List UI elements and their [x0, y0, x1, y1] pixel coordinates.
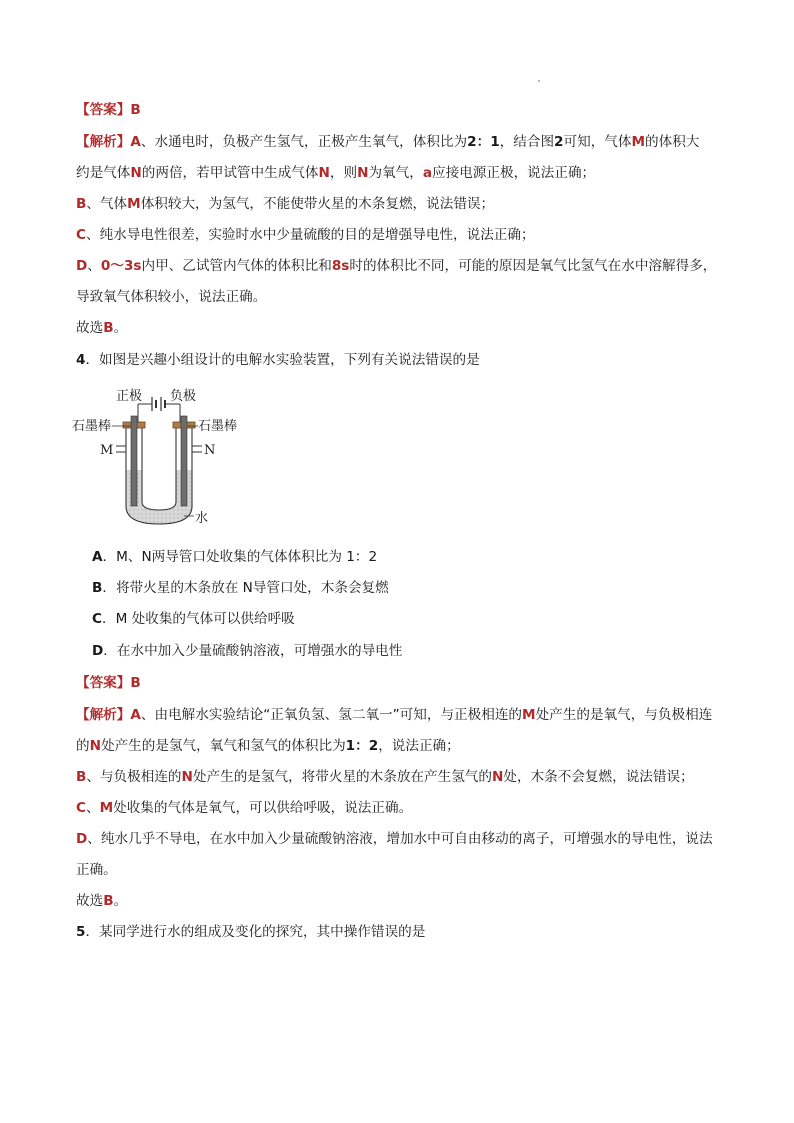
analysis-text: 处产生的是氧气，与负极相连 — [535, 707, 713, 723]
option-ref: C — [76, 800, 86, 816]
q4-conclusion — [76, 891, 736, 911]
q3-answer-line — [76, 100, 736, 120]
conclusion-text: 。 — [113, 893, 128, 909]
electrolysis-apparatus-figure — [72, 384, 262, 530]
graphite-label-left: 石墨棒 — [72, 419, 112, 434]
option-letter: C — [92, 611, 102, 627]
positive-label: 正极 — [116, 389, 143, 404]
question-number: 4 — [76, 352, 86, 368]
analysis-text: 体积较大，为氢气，不能使带火星的木条复燃，说法错误； — [140, 196, 495, 212]
option-ref: D — [76, 258, 88, 274]
option-letter: A — [92, 549, 103, 565]
analysis-text: 处产生的是氢气，氧气和氢气的体积比为 — [100, 738, 346, 754]
q4-analysis-line-1 — [76, 705, 736, 725]
conclusion-text: 故选 — [76, 320, 104, 336]
q3-analysis-line-4 — [76, 225, 736, 245]
conclusion-answer: B — [103, 893, 114, 909]
option-ref: A — [130, 134, 141, 150]
q3-analysis-line-6 — [76, 287, 736, 307]
answer-tag: 【答案】 — [76, 102, 131, 118]
q4-option-b — [92, 578, 752, 598]
q4-option-c — [92, 609, 752, 629]
analysis-text: 、气体 — [86, 196, 128, 212]
q4-analysis-line-6 — [76, 860, 736, 880]
graphite-label-right: 石墨棒 — [198, 419, 238, 434]
option-text: ．M、N两导管口处收集的气体体积比为 1：2 — [102, 549, 378, 565]
answer-tag: 【答案】 — [76, 675, 131, 691]
u-tube-inner — [142, 428, 176, 510]
gas-ref: N — [318, 165, 330, 181]
gas-ref: N — [357, 165, 369, 181]
analysis-text: ，则 — [329, 165, 358, 181]
analysis-text: 、纯水几乎不导电，在水中加入少量硫酸钠溶液，增加水中可自由移动的离子，可增强水的导电性，说法 — [87, 831, 713, 847]
time-ref: 0～3s — [100, 258, 142, 274]
label-n: N — [204, 443, 216, 458]
analysis-text: 处，木条不会复燃，说法错误； — [503, 769, 694, 785]
q4-answer-line — [76, 673, 736, 693]
label-water: 水 — [195, 511, 209, 526]
q4-analysis-line-4 — [76, 798, 736, 818]
q5-stem — [76, 922, 736, 942]
analysis-text: 、与负极相连的 — [86, 769, 182, 785]
q4-option-d — [92, 641, 752, 661]
option-ref: A — [130, 707, 141, 723]
q4-analysis-line-2 — [76, 736, 736, 756]
gas-ref: M — [99, 800, 114, 816]
graphite-rod-left — [131, 416, 137, 506]
time-ref: 8s — [331, 258, 350, 274]
option-ref: D — [76, 831, 88, 847]
conclusion-answer: B — [103, 320, 114, 336]
analysis-text: 的体积大 — [645, 134, 700, 150]
gas-ref: N — [130, 165, 142, 181]
analysis-text: 可知，气体 — [563, 134, 632, 150]
gas-ref: M — [127, 196, 141, 212]
question-stem: ．某同学进行水的组成及变化的探究，其中操作错误的是 — [85, 924, 426, 940]
analysis-text: 、由电解水实验结论“正氧负氢、氢二氧一”可知，与正极相连的 — [140, 707, 523, 723]
gas-ref: M — [631, 134, 646, 150]
analysis-ratio: 2：1 — [467, 134, 500, 150]
q3-analysis-line-3 — [76, 194, 736, 214]
analysis-text: ，说法正确； — [378, 738, 460, 754]
scan-dot — [538, 80, 540, 82]
graphite-rod-right — [181, 416, 187, 506]
gas-ref: N — [89, 738, 101, 754]
analysis-text: 、 — [87, 258, 101, 274]
analysis-figure-ref: 2 — [554, 134, 564, 150]
analysis-text: 、纯水导电性很差，实验时水中少量硫酸的目的是增强导电性，说法正确； — [85, 227, 535, 243]
analysis-text: 、 — [85, 800, 100, 816]
analysis-text: 约是气体 — [76, 165, 131, 181]
q4-stem — [76, 350, 736, 370]
option-ref: C — [76, 227, 86, 243]
analysis-tag: 【解析】 — [76, 134, 131, 150]
analysis-text: 处收集的气体是氧气，可以供给呼吸，说法正确。 — [113, 800, 413, 816]
answer-value: B — [130, 102, 141, 118]
q3-analysis-line-5 — [76, 256, 736, 276]
q4-analysis-line-5 — [76, 829, 736, 849]
gas-ref: M — [522, 707, 536, 723]
q3-analysis-line-1 — [76, 132, 736, 152]
analysis-text: 内甲、乙试管内气体的体积比和 — [141, 258, 332, 274]
option-text: ．M 处收集的气体可以供给呼吸 — [101, 611, 295, 627]
electrode-ref: a — [422, 165, 433, 181]
electrolysis-diagram — [72, 384, 262, 530]
label-m: M — [100, 443, 114, 458]
analysis-text: 、水通电时，负极产生氢气，正极产生氧气，体积比为 — [140, 134, 468, 150]
q3-analysis-line-2 — [76, 163, 736, 183]
negative-label: 负极 — [170, 389, 197, 404]
gas-ref: N — [181, 769, 193, 785]
analysis-text: 的 — [76, 738, 90, 754]
analysis-tag: 【解析】 — [76, 707, 131, 723]
analysis-text: 的两倍，若甲试管中生成气体 — [141, 165, 319, 181]
q4-analysis-line-3 — [76, 767, 736, 787]
analysis-text: 应接电源正极，说法正确； — [432, 165, 596, 181]
option-letter: B — [92, 580, 103, 596]
analysis-text: ，结合图 — [499, 134, 555, 150]
option-letter: D — [92, 643, 104, 659]
conclusion-text: 故选 — [76, 893, 104, 909]
answer-value: B — [130, 675, 141, 691]
option-ref: B — [76, 769, 87, 785]
analysis-text: 时的体积比不同，可能的原因是氧气比氢气在水中溶解得多， — [349, 258, 717, 274]
analysis-text: 处产生的是氢气，将带火星的木条放在产生氢气的 — [192, 769, 492, 785]
analysis-text: 为氧气， — [368, 165, 423, 181]
conclusion-text: 。 — [113, 320, 128, 336]
option-text: ．在水中加入少量硫酸钠溶液，可增强水的导电性 — [103, 643, 403, 659]
q3-conclusion — [76, 318, 736, 338]
question-number: 5 — [76, 924, 86, 940]
analysis-text: 导致氧气体积较小，说法正确。 — [76, 289, 267, 305]
question-stem: ．如图是兴趣小组设计的电解水实验装置，下列有关说法错误的是 — [85, 352, 480, 368]
analysis-ratio: 1：2 — [345, 738, 379, 754]
option-ref: B — [76, 196, 87, 212]
gas-ref: N — [491, 769, 504, 785]
analysis-text: 正确。 — [76, 862, 117, 878]
q4-option-a — [92, 547, 752, 567]
option-text: ．将带火星的木条放在 N导管口处，木条会复燃 — [102, 580, 389, 596]
